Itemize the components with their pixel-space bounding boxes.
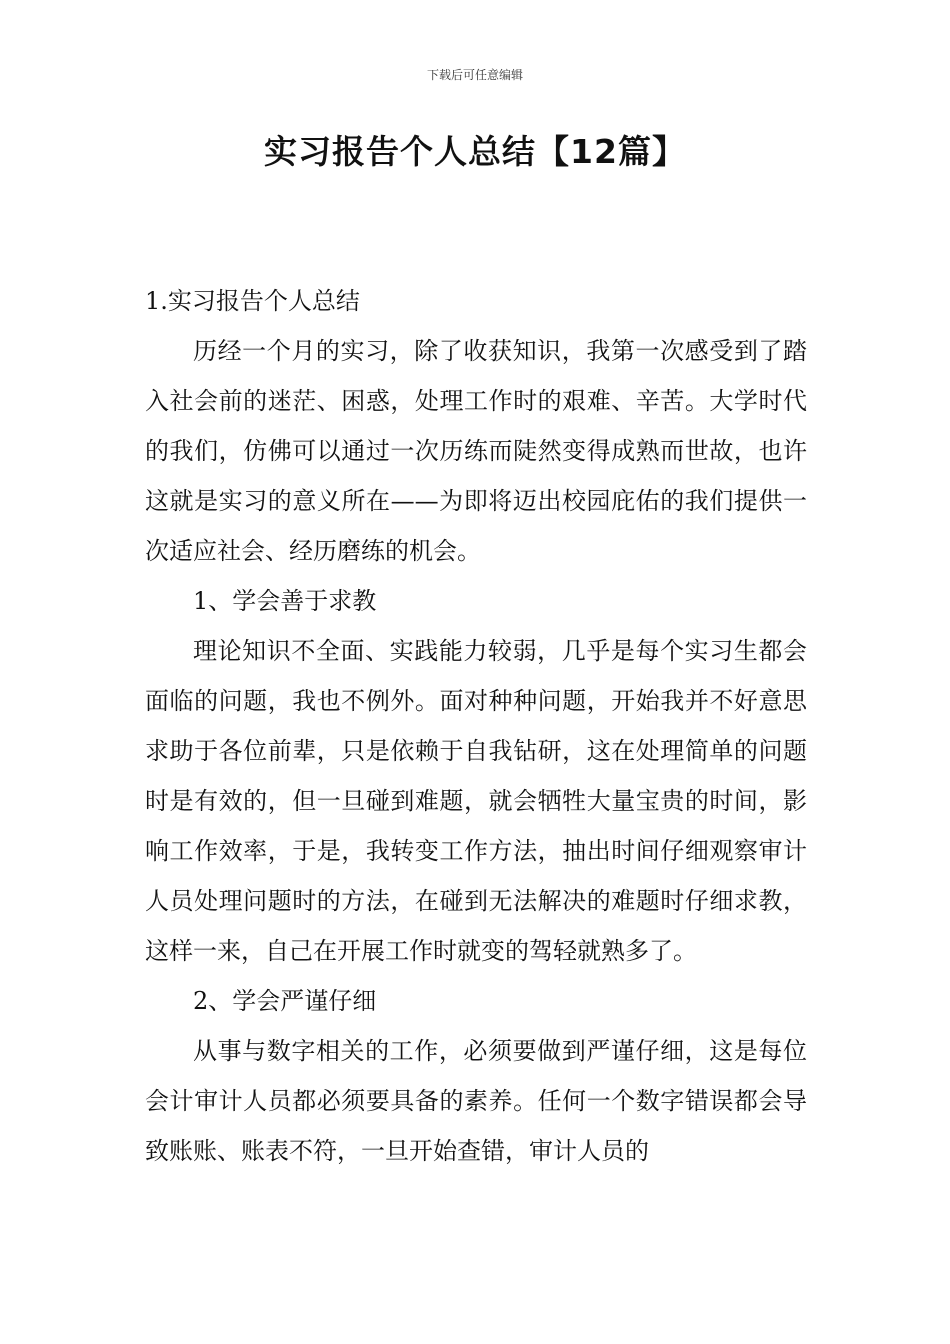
section-heading: 1.实习报告个人总结 bbox=[145, 287, 360, 315]
subsection-body-2: 从事与数字相关的工作，必须要做到严谨仔细，这是每位会计审计人员都必须要具备的素养。任何一个数字错误都会导致账账、账表不符，一旦开始查错，审计人员的 bbox=[145, 1037, 807, 1165]
subsection-body-1: 理论知识不全面、实践能力较弱，几乎是每个实习生都会面临的问题，我也不例外。面对种种问题，开始我并不好意思求助于各位前辈，只是依赖于自我钻研，这在处理简单的问题时是有效的，但一旦碰到难题，就会牺牲大量宝贵的时间，影响工作效率，于是，我转变工作方法，抽出时间仔细观察审计人员处理问题时的方法，在碰到无法解决的难题时仔细求教，这样一来，自己在开展工作时就变的驾轻就熟多了。 bbox=[145, 637, 807, 965]
subsection-title-2: 2、学会严谨仔细 bbox=[193, 987, 377, 1015]
intro-paragraph: 历经一个月的实习，除了收获知识，我第一次感受到了踏入社会前的迷茫、困惑，处理工作时的艰难、辛苦。大学时代的我们，仿佛可以通过一次历练而陡然变得成熟而世故，也许这就是实习的意义所在——为即将迈出校园庇佑的我们提供一次适应社会、经历磨练的机会。 bbox=[145, 337, 807, 565]
document-body bbox=[145, 276, 807, 1176]
document-title: 实习报告个人总结【12篇】 bbox=[264, 132, 686, 171]
header-note: 下载后可任意编辑 bbox=[426, 68, 523, 82]
subsection-title-1: 1、学会善于求教 bbox=[193, 587, 377, 615]
